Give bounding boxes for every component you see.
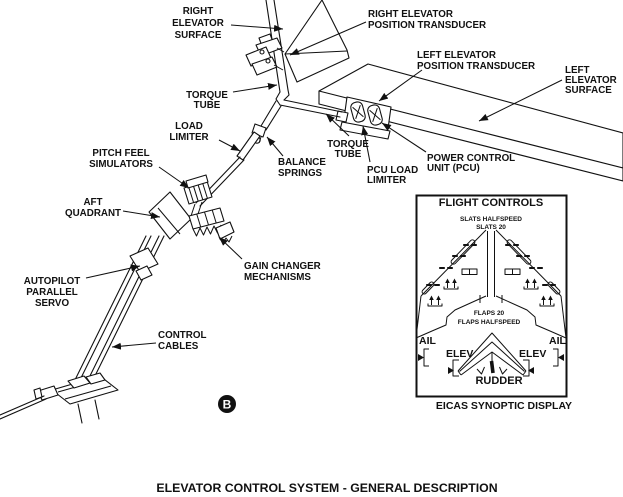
ail-left-text: AIL: [419, 335, 436, 347]
load-limiter-barrel: [237, 132, 260, 160]
inset-caption: EICAS SYNOPTIC DISPLAY: [435, 400, 573, 412]
eicas-inset: [416, 196, 572, 413]
label-load-limiter: LOAD: [175, 121, 203, 132]
rudder-pointer: [492, 361, 494, 373]
cable-line: [0, 396, 44, 415]
label-right-elevator-surface: SURFACE: [174, 30, 222, 41]
label-balance-springs: SPRINGS: [278, 168, 323, 179]
cable-line: [95, 400, 99, 419]
aft-quadrant-assembly: [149, 175, 234, 243]
torque-tube-elbow: [284, 90, 289, 100]
label-aft-quadrant: AFT: [83, 197, 103, 208]
label-gain-changer: MECHANISMS: [244, 272, 311, 283]
label-torque-tube-upper: TORQUE: [186, 90, 228, 101]
label-power-control-unit: POWER CONTROL: [427, 153, 516, 164]
slats-20-text: SLATS 20: [476, 224, 506, 231]
label-autopilot-servo: PARALLEL: [26, 287, 78, 298]
label-right-elevator-surface: RIGHT: [182, 6, 214, 17]
rudder-text: RUDDER: [475, 375, 523, 387]
label-autopilot-servo: AUTOPILOT: [23, 276, 81, 287]
autopilot-servo-assembly: [130, 248, 158, 280]
label-right-elevator-surface: ELEVATOR: [172, 18, 224, 29]
slats-halfspeed-text: SLATS HALFSPEED: [460, 216, 522, 223]
right-pcu-detail: [266, 59, 270, 63]
flaps-halfspeed-text: FLAPS HALFSPEED: [457, 319, 521, 326]
figure-marker-letter: B: [222, 397, 232, 412]
flaps-20-text: FLAPS 20: [473, 310, 505, 317]
label-control-cables: CABLES: [158, 341, 199, 352]
label-control-cables: CONTROL: [158, 330, 207, 341]
label-left-elevator-position-transducer: POSITION TRANSDUCER: [417, 61, 536, 72]
torque-tube-elbow: [276, 92, 280, 105]
leader-pitch-feel-simulators: [159, 167, 189, 188]
page-title: ELEVATOR CONTROL SYSTEM - GENERAL DESCRIPTION: [156, 481, 498, 495]
label-autopilot-servo: SERVO: [34, 298, 70, 309]
label-left-elevator-position-transducer: LEFT ELEVATOR: [417, 50, 496, 61]
leader-right-elevator-surface: [231, 25, 283, 29]
cable-line: [0, 399, 46, 419]
label-aft-quadrant: QUADRANT: [64, 208, 122, 219]
elev-right-text: ELEV: [519, 348, 547, 360]
label-pcu-load-limiter: PCU LOAD: [367, 165, 419, 176]
label-balance-springs: BALANCE: [278, 157, 326, 168]
pushrod: [261, 101, 276, 126]
cable-line: [78, 404, 82, 423]
label-torque-tube-upper: TUBE: [193, 100, 221, 111]
inset-title: FLIGHT CONTROLS: [438, 197, 544, 209]
ail-right-text: AIL: [549, 335, 566, 347]
leader-gain-changer: [219, 237, 242, 259]
label-torque-tube-pcu: TORQUE: [327, 139, 369, 150]
elev-left-text: ELEV: [446, 348, 474, 360]
label-right-elevator-position-transducer: RIGHT ELEVATOR: [368, 9, 453, 20]
right-elevator-assembly: [246, 0, 349, 92]
leader-control-cables: [112, 343, 156, 347]
leader-load-limiter: [219, 140, 240, 151]
label-pitch-feel-simulators: PITCH FEEL: [92, 148, 150, 159]
leader-torque-tube-upper: [233, 85, 277, 92]
label-right-elevator-position-transducer: POSITION TRANSDUCER: [368, 20, 487, 31]
leader-autopilot-servo: [86, 266, 140, 278]
leader-balance-springs: [267, 137, 283, 156]
right-elevator-surface-shape: [285, 0, 349, 82]
label-load-limiter: LIMITER: [169, 132, 209, 143]
label-pitch-feel-simulators: SIMULATORS: [89, 159, 153, 170]
right-pcu-detail: [260, 50, 264, 54]
label-left-elevator-surface: ELEVATOR: [565, 75, 617, 86]
label-power-control-unit: UNIT (PCU): [427, 163, 480, 174]
pushrod: [266, 106, 281, 130]
aft-quadrant-housing: [149, 192, 191, 239]
label-pcu-load-limiter: LIMITER: [367, 175, 407, 186]
label-left-elevator-surface: LEFT: [565, 65, 590, 76]
forward-quadrant-assembly: [0, 373, 118, 423]
label-left-elevator-surface: SURFACE: [565, 85, 612, 96]
label-torque-tube-pcu: TUBE: [334, 149, 362, 160]
feel-link: [198, 202, 202, 214]
label-gain-changer: GAIN CHANGER: [244, 261, 321, 272]
figure-marker: [218, 395, 236, 413]
